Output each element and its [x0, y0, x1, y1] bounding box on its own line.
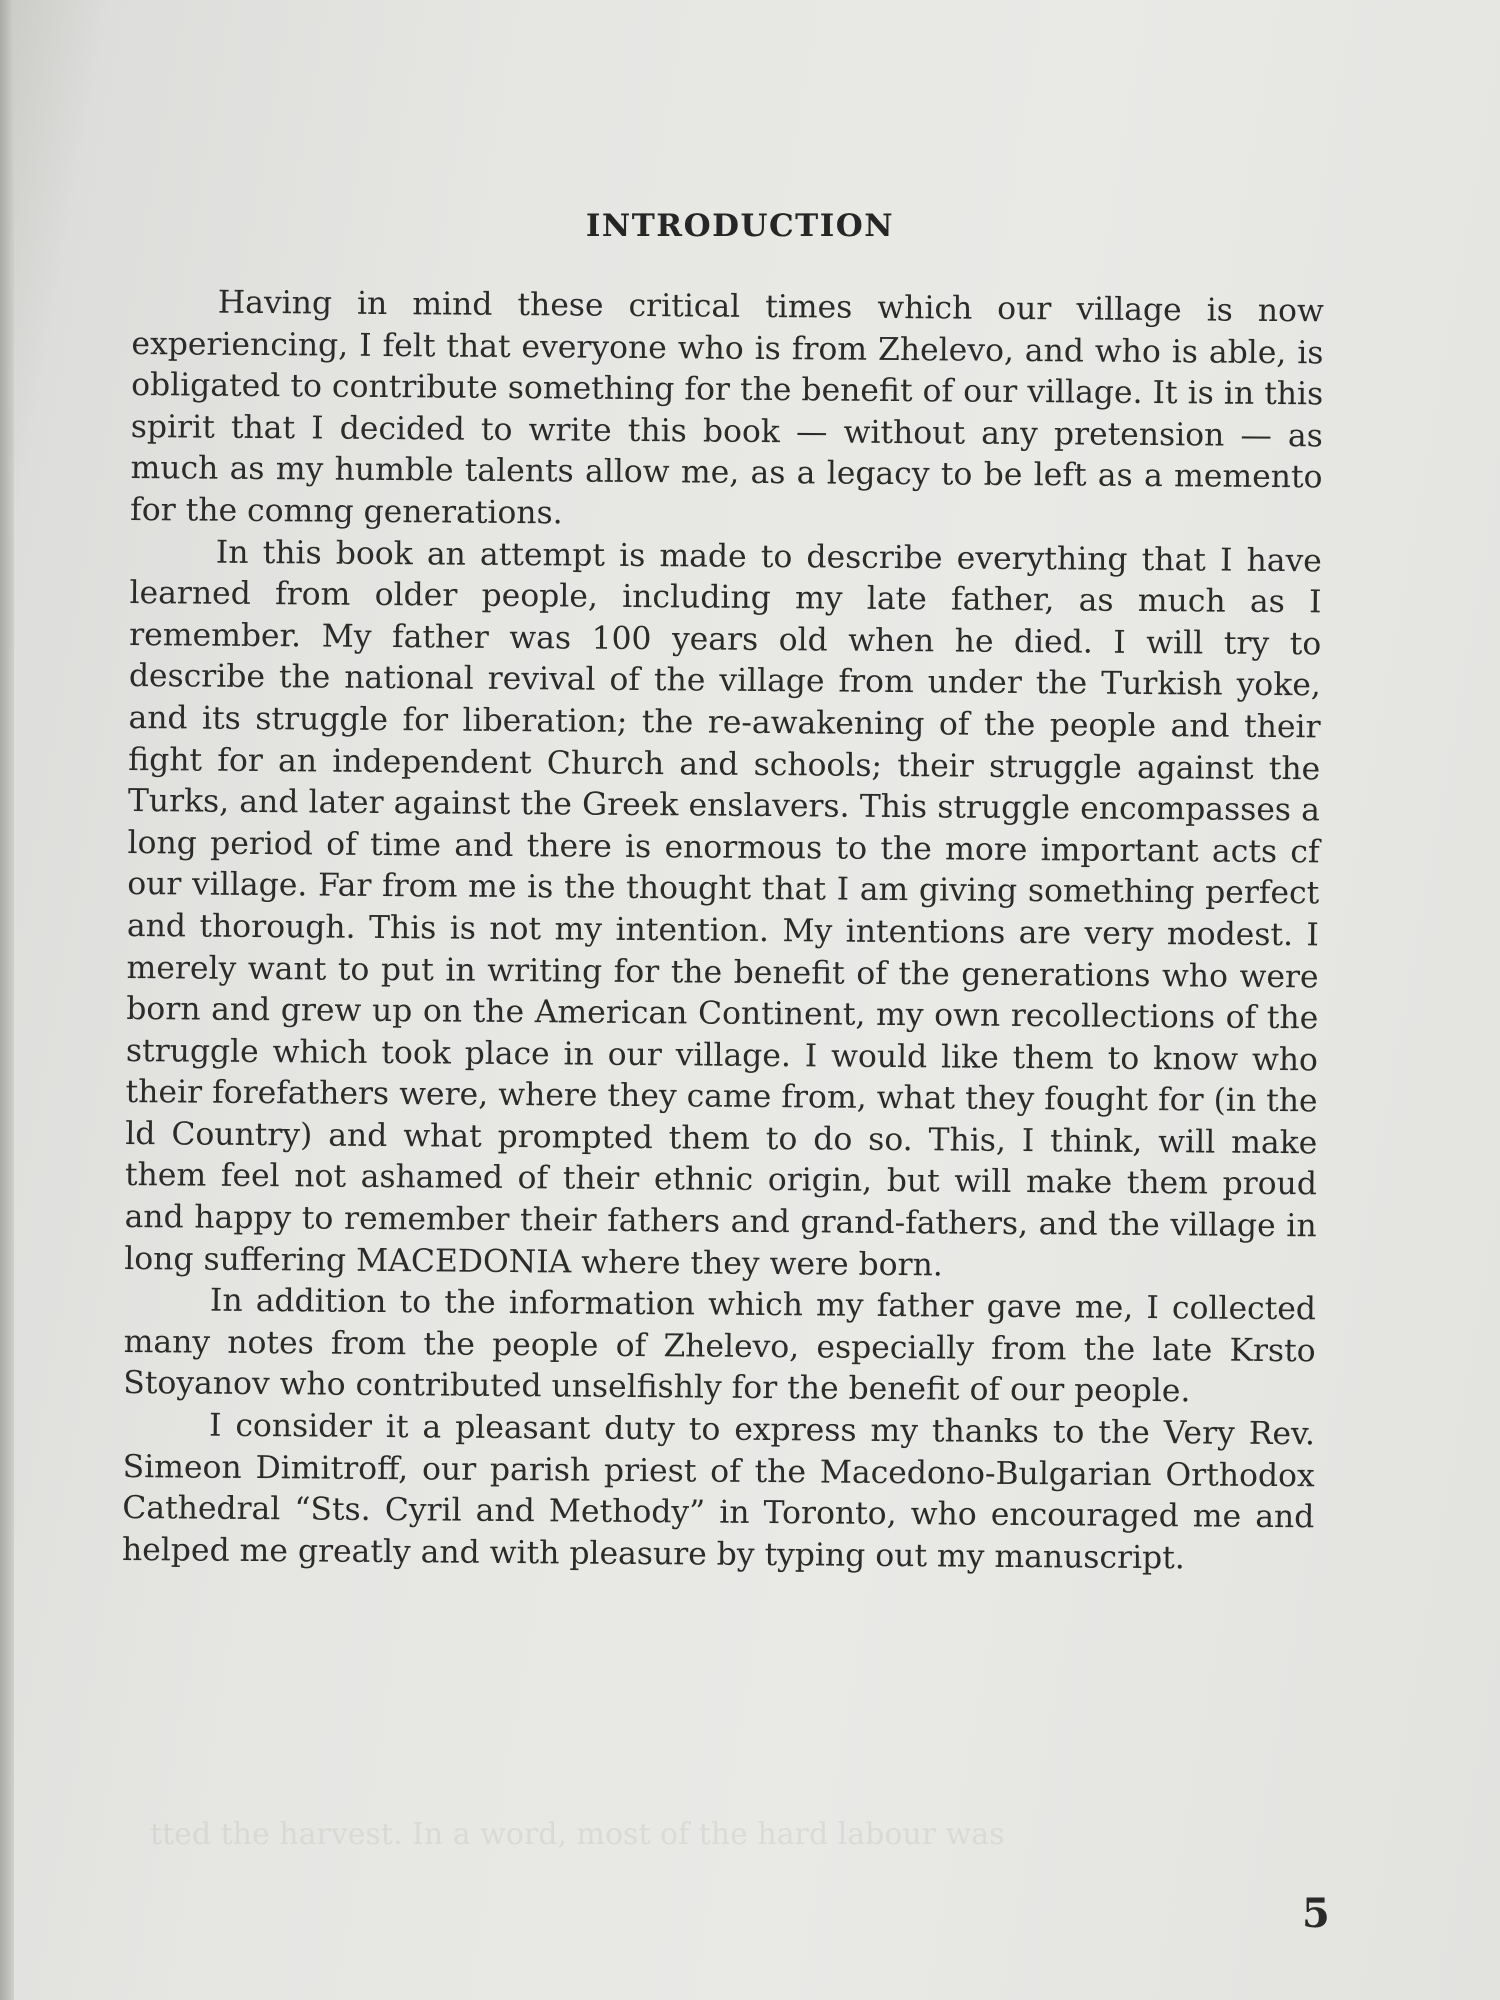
- paragraph: Having in mind these critical times which our village is now experiencing, I felt that everyone who is from Zhelevo, and who is able, is obligated to contribute something for the benefit of our village. It is in this spirit that I decided to write this book — without any pretension — as much as my humble talents allow me, as a legacy to be left as a memento for the comng generations.: [130, 284, 1324, 532]
- paragraph: In addition to the information which my father gave me, I collected many notes from the people of Zhelevo, especially from the late Krsto Stoyanov who contributed unselfishly for the benefit of our people.: [123, 1282, 1317, 1410]
- paragraph: In this book an attempt is made to describe everything that I have learned from older people, including my late father, as much as I remember. My father was 100 years old when he died. I will try to describe the national revival of the village from under the Turkish yoke, and its struggle for liberation; the re-awakening of the people and their fight for an independent Church and schools; their struggle against the Turks, and later against the Greek enslavers. This struggle encompasses a long period of time and there is enormous to the more important acts cf our village. Far from me is the thought that I am giving something perfect and thorough. This is not my intention. My intentions are very modest. I merely want to put in writing for the benefit of the generations who were born and grew up on the American Continent, my own recollections of the struggle which took place in our village. I would like them to know who their forefathers were, where they came from, what they fought for (in the ld Country) and what prompted them to do so. This, I think, will make them feel not ashamed of their ethnic origin, but will make them proud and happy to remember their fathers and grand-fathers, and the village in long suffering MACEDONIA where they were born.: [124, 534, 1322, 1284]
- body-text: [122, 282, 1324, 1581]
- page-gutter-shadow: [0, 0, 14, 2000]
- paragraph: I consider it a pleasant duty to express my thanks to the Very Rev. Simeon Dimitroff, our parish priest of the Macedono-Bulgarian Orthodox Cathedral “Sts. Cyril and Methody” in Toronto, who encouraged me and helped me greatly and with pleasure by typing out my manuscript.: [121, 1407, 1316, 1577]
- page-heading: INTRODUCTION: [585, 208, 895, 244]
- bleed-through-text: tted the harvest. In a word, most of the hard labour was: [150, 1817, 1005, 1852]
- page-number: 5: [1302, 1890, 1330, 1937]
